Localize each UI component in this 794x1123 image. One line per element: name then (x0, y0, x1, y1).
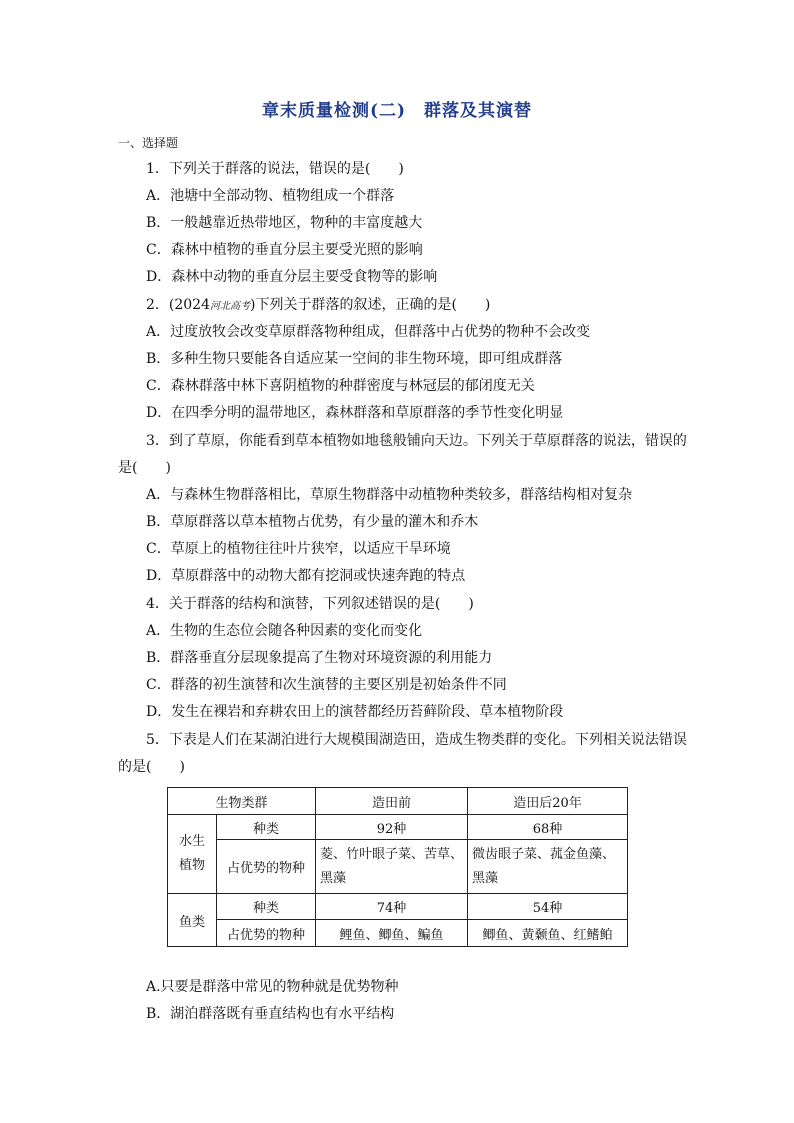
fish-label: 鱼类 (168, 894, 217, 947)
q4-option-b: B．群落垂直分层现象提高了生物对环境资源的利用能力 (146, 650, 493, 666)
biological-groups-table (167, 787, 628, 947)
header-after: 造田后20年 (468, 788, 628, 815)
q5-option-b: B．湖泊群落既有垂直结构也有水平结构 (146, 1006, 395, 1022)
q1-option-d: D．森林中动物的垂直分层主要受食物等的影响 (146, 269, 438, 285)
q3-stem-line2: 是( ) (118, 460, 171, 476)
aq-dominant-after: 微齿眼子菜、菰金鱼藻、黑藻 (468, 840, 628, 894)
fish-dominant-label: 占优势的物种 (217, 920, 316, 947)
q3-option-a: A．与森林生物群落相比，草原生物群落中动植物种类较多，群落结构相对复杂 (146, 487, 633, 503)
q1-option-b: B．一般越靠近热带地区，物种的丰富度越大 (146, 215, 423, 231)
q2-option-a: A．过度放牧会改变草原群落物种组成，但群落中占优势的物种不会改变 (146, 324, 591, 340)
q1-option-c: C．森林中植物的垂直分层主要受光照的影响 (146, 242, 423, 258)
q2-source-tag: 河北高考 (210, 301, 250, 312)
table-row (168, 894, 628, 920)
aq-dominant-before: 菱、竹叶眼子菜、苦草、黑藻 (316, 840, 468, 894)
section-heading: 一、选择题 (118, 136, 179, 150)
q3-stem-line1: 3．到了草原，你能看到草本植物如地毯般铺向天边。下列关于草原群落的说法，错误的 (146, 433, 687, 449)
q5-stem-line1: 5．下表是人们在某湖泊进行大规模围湖造田，造成生物类群的变化。下列相关说法错误 (146, 732, 687, 748)
aq-species-after: 68种 (468, 815, 628, 840)
fish-dominant-before: 鲤鱼、鲫鱼、鳊鱼 (316, 920, 468, 947)
q2-stem-post: )下列关于群落的叙述，正确的是( ) (250, 297, 491, 313)
q1-stem: 1．下列关于群落的说法，错误的是( ) (146, 161, 404, 177)
q3-option-b: B．草原群落以草本植物占优势，有少量的灌木和乔木 (146, 514, 479, 530)
table-header-row (168, 788, 628, 815)
fish-species-label: 种类 (217, 894, 316, 920)
q1-option-a: A．池塘中全部动物、植物组成一个群落 (146, 188, 395, 204)
q2-stem-pre: 2．(2024 (146, 297, 210, 313)
q3-option-c: C．草原上的植物往往叶片狭窄，以适应干旱环境 (146, 541, 451, 557)
q2-option-b: B．多种生物只要能各自适应某一空间的非生物环境，即可组成群落 (146, 351, 563, 367)
aquatic-plants-label: 水生植物 (178, 834, 205, 873)
q2-stem (146, 296, 490, 316)
aq-species-before: 92种 (316, 815, 468, 840)
table-row (168, 920, 628, 947)
table-row (168, 815, 628, 840)
fish-species-before: 74种 (316, 894, 468, 920)
q3-option-d: D．草原群落中的动物大都有挖洞或快速奔跑的特点 (146, 568, 466, 584)
header-before: 造田前 (316, 788, 468, 815)
table-row (168, 840, 628, 894)
q2-option-d: D．在四季分明的温带地区，森林群落和草原群落的季节性变化明显 (146, 405, 564, 421)
q4-option-a: A．生物的生态位会随各种因素的变化而变化 (146, 623, 423, 639)
header-bio-group: 生物类群 (168, 788, 316, 815)
q5-stem-line2: 的是( ) (118, 759, 185, 775)
aq-dominant-label: 占优势的物种 (217, 840, 316, 894)
aq-species-label: 种类 (217, 815, 316, 840)
aquatic-plants-cell (168, 815, 217, 894)
fish-dominant-after: 鲫鱼、黄颡鱼、红鳍鲌 (468, 920, 628, 947)
q5-option-a: A.只要是群落中常见的物种就是优势物种 (146, 979, 399, 995)
page-title: 章末质量检测(二) 群落及其演替 (261, 101, 533, 121)
q4-stem: 4．关于群落的结构和演替，下列叙述错误的是( ) (146, 596, 474, 612)
q4-option-c: C．群落的初生演替和次生演替的主要区别是初始条件不同 (146, 677, 507, 693)
q2-option-c: C．森林群落中林下喜阴植物的种群密度与林冠层的郁闭度无关 (146, 378, 535, 394)
fish-species-after: 54种 (468, 894, 628, 920)
q4-option-d: D．发生在裸岩和弃耕农田上的演替都经历苔藓阶段、草本植物阶段 (146, 704, 564, 720)
